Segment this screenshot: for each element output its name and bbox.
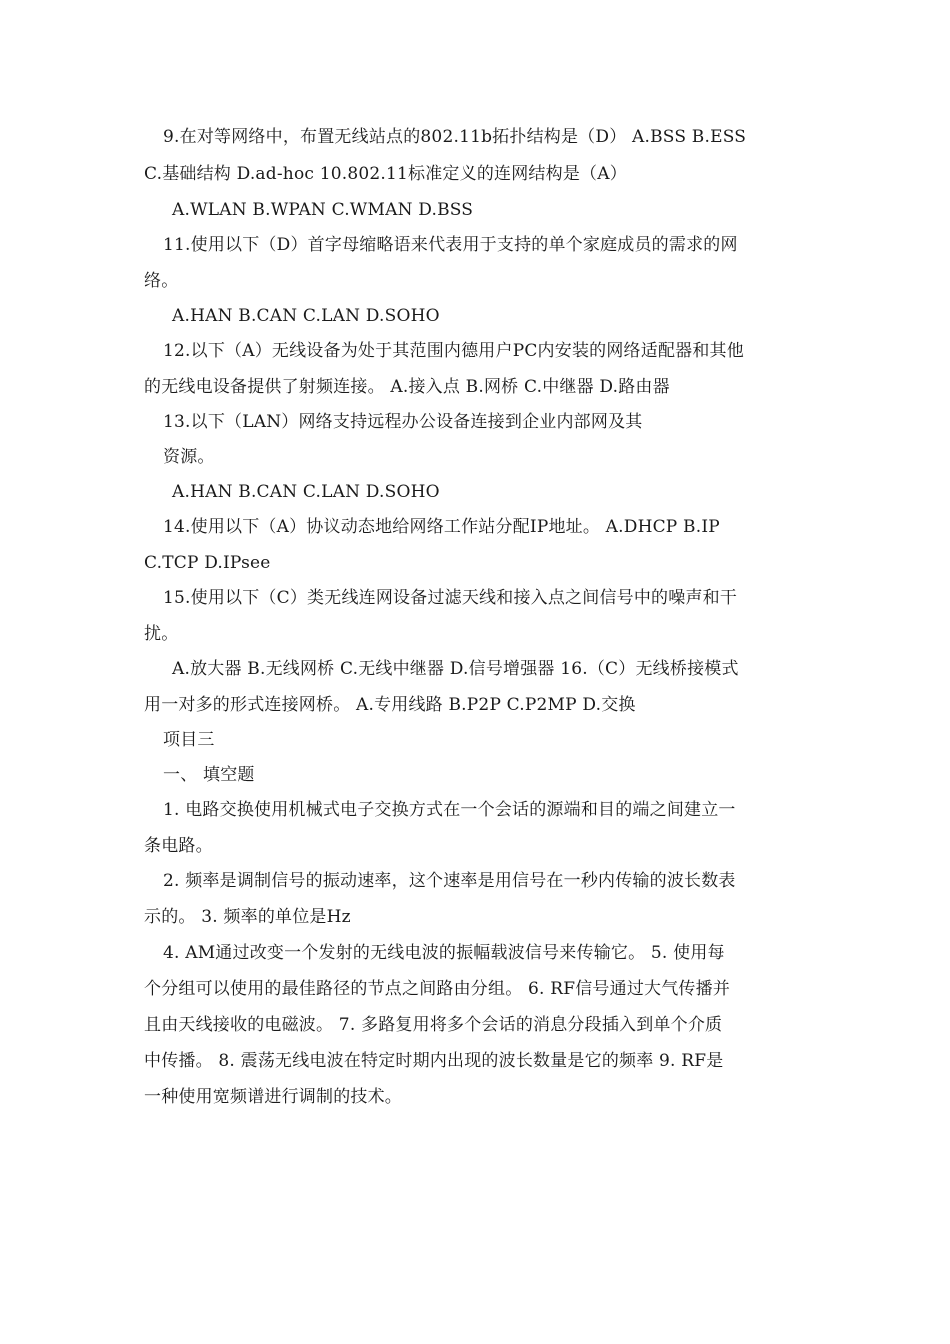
- text-line: 的无线电设备提供了射频连接。 A.接入点 B.网桥 C.中继器 D.路由器: [144, 377, 670, 397]
- text-line: 13.以下（LAN）网络支持远程办公设备连接到企业内部网及其: [163, 412, 643, 432]
- text-line: 用一对多的形式连接网桥。 A.专用线路 B.P2P C.P2MP D.交换: [144, 695, 636, 715]
- text-line: A.HAN B.CAN C.LAN D.SOHO: [172, 306, 440, 326]
- text-line: 1. 电路交换使用机械式电子交换方式在一个会话的源端和目的端之间建立一: [163, 800, 736, 820]
- text-line: 9.在对等网络中，布置无线站点的802.11b拓扑结构是（D） A.BSS B.ESS: [163, 127, 747, 147]
- text-line: 14.使用以下（A）协议动态地给网络工作站分配IP地址。 A.DHCP B.IP: [163, 517, 720, 537]
- text-line: A.放大器 B.无线网桥 C.无线中继器 D.信号增强器 16.（C）无线桥接模式: [172, 659, 739, 679]
- text-line: 扰。: [144, 624, 179, 644]
- text-line: 个分组可以使用的最佳路径的节点之间路由分组。 6. RF信号通过大气传播并: [144, 979, 731, 999]
- text-line: A.HAN B.CAN C.LAN D.SOHO: [172, 482, 440, 502]
- section-subtitle: 一、 填空题: [163, 765, 255, 785]
- text-line: 条电路。: [144, 836, 213, 856]
- text-line: 15.使用以下（C）类无线连网设备过滤天线和接入点之间信号中的噪声和干: [163, 588, 738, 608]
- text-line: A.WLAN B.WPAN C.WMAN D.BSS: [172, 200, 474, 220]
- text-line: 11.使用以下（D）首字母缩略语来代表用于支持的单个家庭成员的需求的网: [163, 235, 738, 255]
- text-line: 示的。 3. 频率的单位是Hz: [144, 907, 351, 927]
- text-line: 4. AM通过改变一个发射的无线电波的振幅载波信号来传输它。 5. 使用每: [163, 943, 725, 963]
- text-line: C.基础结构 D.ad-hoc 10.802.11标准定义的连网结构是（A）: [144, 164, 627, 184]
- text-line: 络。: [144, 271, 179, 291]
- section-title: 项目三: [163, 730, 215, 750]
- text-line: 2. 频率是调制信号的振动速率，这个速率是用信号在一秒内传输的波长数表: [163, 871, 736, 891]
- text-line: 中传播。 8. 震荡无线电波在特定时期内出现的波长数量是它的频率 9. RF是: [144, 1051, 724, 1071]
- text-line: 一种使用宽频谱进行调制的技术。: [144, 1087, 402, 1107]
- text-line: 12.以下（A）无线设备为处于其范围内德用户PC内安装的网络适配器和其他: [163, 341, 744, 361]
- text-line: C.TCP D.IPsee: [144, 553, 271, 573]
- text-line: 资源。: [163, 447, 215, 467]
- text-line: 且由天线接收的电磁波。 7. 多路复用将多个会话的消息分段插入到单个介质: [144, 1015, 723, 1035]
